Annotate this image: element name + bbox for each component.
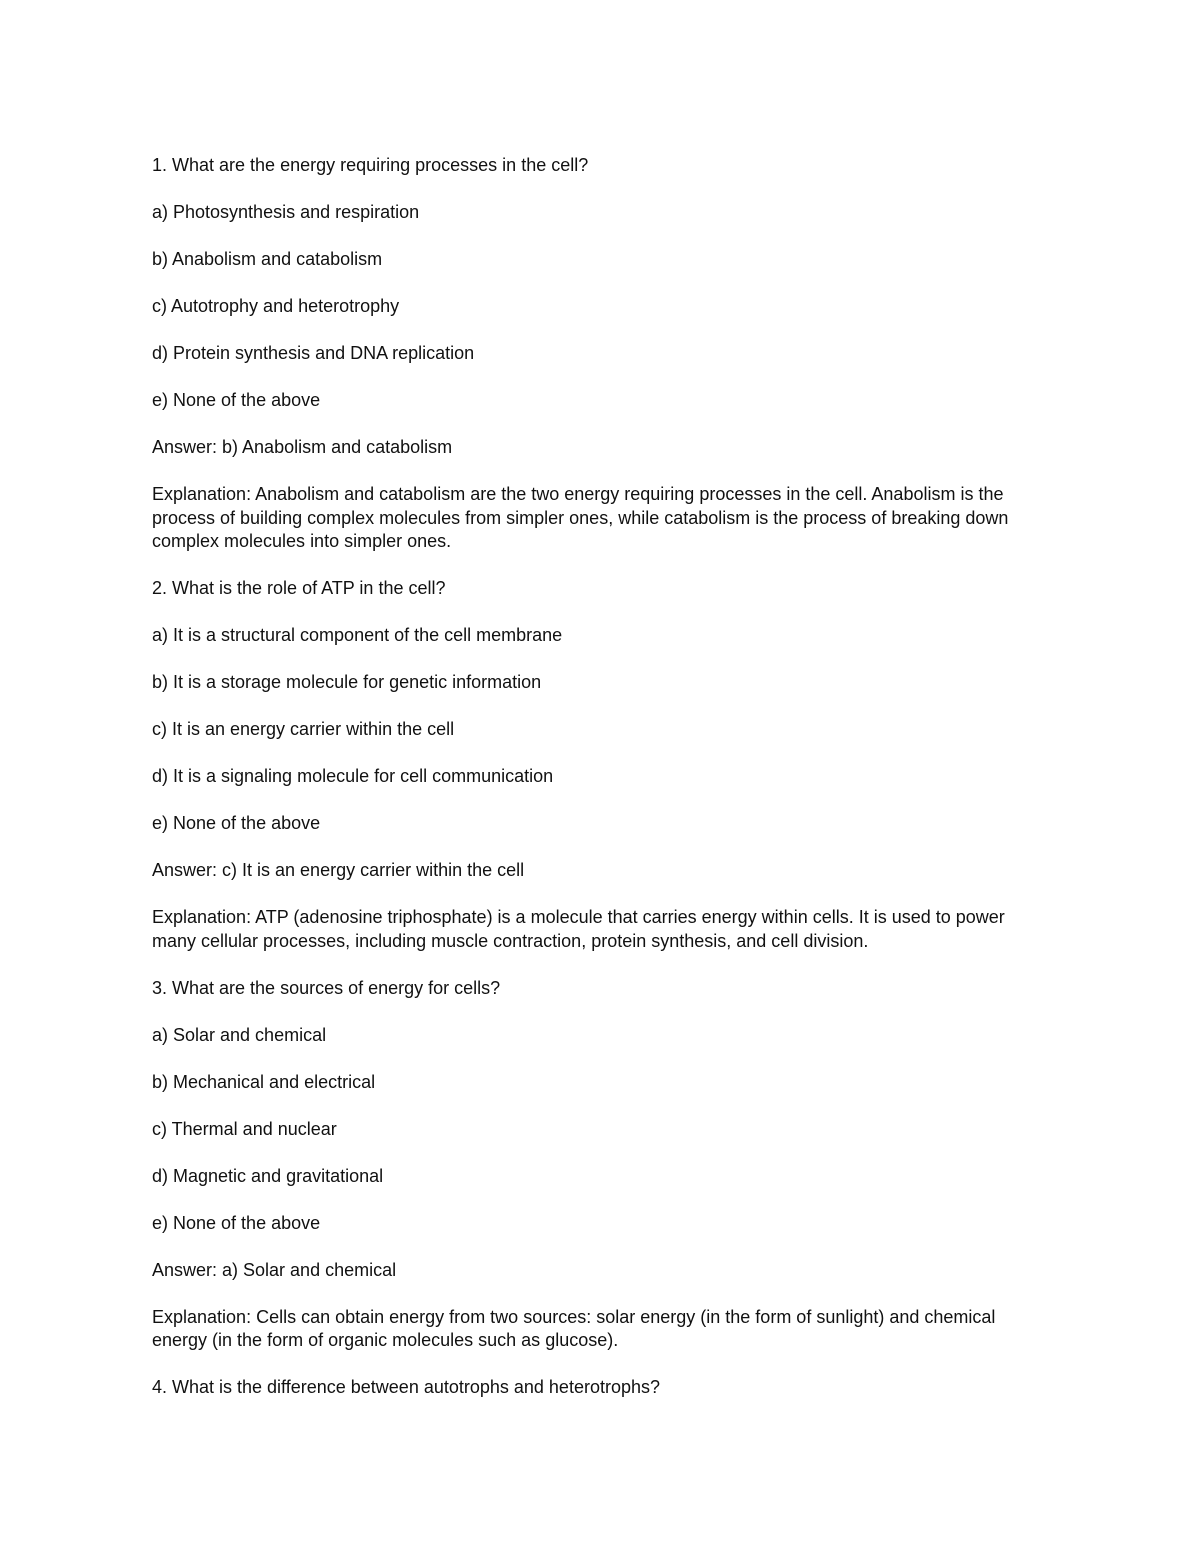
option-a: a) Solar and chemical [152,1024,327,1045]
option-b: b) It is a storage molecule for genetic information [152,672,542,692]
answer-text: Answer: b) Anabolism and catabolism [152,437,453,457]
question-block-3 [152,977,1052,1353]
explanation-text: Explanation: ATP (adenosine triphosphate) is a molecule that carries energy within cells. It is used to power many cellular processes, including muscle contraction, protein synthesis, and cell division. [152,907,1005,951]
question-block-2 [152,577,1052,953]
option-e: e) None of the above [152,813,321,833]
option-c: c) Autotrophy and heterotrophy [152,296,400,316]
question-text: 3. What are the sources of energy for cells? [152,977,501,998]
option-a: a) Photosynthesis and respiration [152,202,420,222]
option-b: b) Mechanical and electrical [152,1071,376,1092]
answer-text: Answer: a) Solar and chemical [152,1259,397,1280]
question-text: 2. What is the role of ATP in the cell? [152,578,446,598]
answer-text: Answer: c) It is an energy carrier within the cell [152,860,525,880]
question-text: 4. What is the difference between autotrophs and heterotrophs? [152,1377,660,1397]
option-c: c) It is an energy carrier within the cell [152,719,455,739]
option-e: e) None of the above [152,390,321,410]
question-text: 1. What are the energy requiring processes in the cell? [152,155,589,175]
explanation-text: Explanation: Cells can obtain energy from two sources: solar energy (in the form of sunlight) and chemical energy (in the form of organic molecules such as glucose). [152,1306,996,1350]
option-d: d) It is a signaling molecule for cell communication [152,766,554,786]
option-d: d) Protein synthesis and DNA replication [152,343,475,363]
question-block-4 [152,1376,1052,1400]
option-a: a) It is a structural component of the cell membrane [152,625,563,645]
option-b: b) Anabolism and catabolism [152,249,383,269]
question-block-1 [152,154,1052,554]
option-c: c) Thermal and nuclear [152,1118,337,1139]
document-body [152,154,1052,1423]
option-d: d) Magnetic and gravitational [152,1165,384,1186]
option-e: e) None of the above [152,1212,321,1233]
explanation-text: Explanation: Anabolism and catabolism are the two energy requiring processes in the cell. Anabolism is the process of building complex molecules from simpler ones, while catabolism is the process of breaking down complex molecules into simpler ones. [152,484,1009,551]
